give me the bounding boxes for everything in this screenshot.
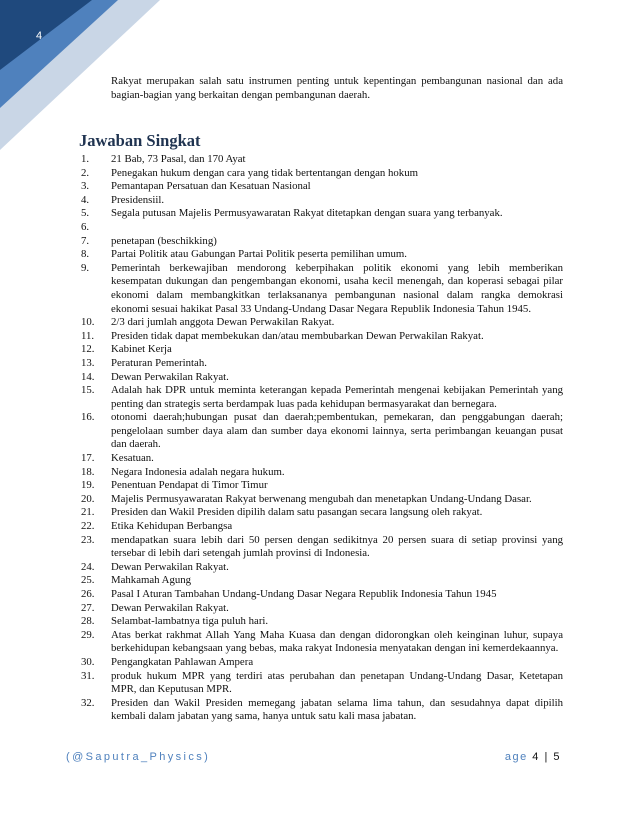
answer-item	[79, 221, 563, 235]
answer-text: Etika Kehidupan Berbangsa	[111, 520, 233, 533]
answer-text: Pemantapan Persatuan dan Kesatuan Nasional	[111, 180, 311, 193]
answer-number: 30.	[81, 655, 95, 668]
answer-item	[79, 248, 563, 262]
answer-item	[79, 235, 563, 249]
answer-number: 9.	[81, 261, 90, 274]
answer-text: Presidensiil.	[111, 193, 165, 206]
answer-text: 21 Bab, 73 Pasal, dan 170 Ayat	[111, 153, 246, 165]
answer-text: Selambat-lambatnya tiga puluh hari.	[111, 615, 269, 628]
answer-number: 11.	[81, 329, 95, 342]
answer-text: Kabinet Kerja	[111, 343, 172, 356]
answer-text: Kesatuan.	[111, 452, 154, 465]
answer-text: Atas berkat rakhmat Allah Yang Maha Kuasa dan dengan didorongkan oleh keinginan luhur, supaya berkehidupan kebangsaan yang bebas, maka rakyat Indonesia menyatakan dengan ini kemerdekaannya.	[111, 628, 563, 655]
answer-item	[79, 602, 563, 616]
answer-number: 10.	[81, 316, 95, 329]
answer-number: 5.	[81, 207, 90, 220]
answer-number: 2.	[81, 166, 90, 179]
answer-number: 15.	[81, 384, 95, 397]
answer-item	[79, 561, 563, 575]
answer-number: 1.	[81, 153, 90, 165]
footer-page-number: 4 | 5	[532, 751, 561, 763]
answer-text: Majelis Permusyawaratan Rakyat berwenang mengubah dan menetapkan Undang-Undang Dasar.	[111, 492, 532, 505]
answer-item	[79, 167, 563, 181]
answer-text	[111, 221, 563, 235]
answer-text: penetapan (beschikking)	[111, 234, 217, 247]
answer-number: 32.	[81, 696, 95, 709]
answer-text: 2/3 dari jumlah anggota Dewan Perwakilan Rakyat.	[111, 316, 335, 329]
answer-item	[79, 574, 563, 588]
answer-number: 23.	[81, 533, 95, 546]
answer-item	[79, 207, 563, 221]
answer-item	[79, 153, 563, 167]
answer-item	[79, 466, 563, 480]
answer-text: Presiden dan Wakil Presiden dipilih dalam satu pasangan secara langsung oleh rakyat.	[111, 506, 483, 519]
answer-item	[79, 371, 563, 385]
answer-text: Presiden tidak dapat membekukan dan/atau membubarkan Dewan Perwakilan Rakyat.	[111, 329, 484, 342]
answer-text: Dewan Perwakilan Rakyat.	[111, 370, 229, 383]
answer-number: 27.	[81, 601, 95, 614]
answer-item	[79, 452, 563, 466]
answer-number: 7.	[81, 234, 90, 247]
answer-text: Pemerintah berkewajiban mendorong keberpihakan politik ekonomi yang lebih memberikan kesempatan dukungan dan pengembangan ekonomi, usaha kecil menengah, dan koperasi sebagai pilar ekonomi dalam membangkitkan terlaksananya pembangunan nasional dalam rangka demokrasi ekonomi sesuai hakikat Pasal 33 Undang-Undang Dasar Negara Republik Indonesia Tahun 1945.	[111, 261, 563, 315]
answer-text: Negara Indonesia adalah negara hukum.	[111, 465, 285, 478]
answer-number: 6.	[81, 220, 90, 233]
answer-number: 8.	[81, 248, 90, 261]
answer-item	[79, 534, 563, 561]
answer-number: 28.	[81, 615, 95, 628]
answer-item	[79, 588, 563, 602]
answer-text: mendapatkan suara lebih dari 50 persen dengan sedikitnya 20 persen suara di setiap provinsi yang tersebar di lebih dari setengah jumlah provinsi di Indonesia.	[111, 533, 563, 560]
answer-number: 29.	[81, 628, 95, 641]
answer-item	[79, 670, 563, 697]
answer-item	[79, 330, 563, 344]
footer-page-prefix: age	[504, 751, 528, 763]
footer-page	[505, 751, 561, 763]
answer-text: Peraturan Pemerintah.	[111, 356, 207, 369]
answer-item	[79, 506, 563, 520]
answer-text: Adalah hak DPR untuk meminta keterangan kepada Pemerintah mengenai kebijakan Pemerintah yang penting dan strategis serta berdampak luas pada kehidupan bermasyarakat dan bernegara.	[111, 384, 563, 410]
answer-text: Segala putusan Majelis Permusyawaratan Rakyat ditetapkan dengan suara yang terbanyak.	[111, 207, 503, 220]
answer-item	[79, 615, 563, 629]
answer-number: 14.	[81, 370, 95, 383]
answer-item	[79, 180, 563, 194]
answer-item	[79, 316, 563, 330]
answer-number: 3.	[81, 180, 90, 193]
header-page-number: 4	[36, 30, 43, 42]
answer-number: 18.	[81, 465, 95, 478]
answer-text: Dewan Perwakilan Rakyat.	[111, 560, 229, 573]
answer-text: Mahkamah Agung	[111, 574, 192, 587]
answer-item	[79, 411, 563, 452]
answer-text: Pengangkatan Pahlawan Ampera	[111, 655, 254, 668]
answer-number: 12.	[81, 343, 95, 356]
answer-text: Penegakan hukum dengan cara yang tidak bertentangan dengan hokum	[111, 166, 419, 179]
footer-author: (@Saputra_Physics)	[66, 751, 211, 763]
intro-paragraph: Rakyat merupakan salah satu instrumen penting untuk kepentingan pembangunan nasional dan ada bagian-bagian yang berkaitan dengan pembangunan daerah.	[111, 75, 563, 101]
answer-item	[79, 194, 563, 208]
answer-number: 13.	[81, 356, 95, 369]
answer-number: 25.	[81, 574, 95, 587]
answer-list	[79, 153, 563, 724]
answer-text: Partai Politik atau Gabungan Partai Politik peserta pemilihan umum.	[111, 248, 407, 261]
answer-item	[79, 697, 563, 724]
answer-text: Pasal I Aturan Tambahan Undang-Undang Dasar Negara Republik Indonesia Tahun 1945	[111, 588, 497, 600]
answer-number: 22.	[81, 520, 95, 533]
answer-text: otonomi daerah;hubungan pusat dan daerah;pembentukan, pemekaran, dan penggabungan daerah; pengelolaan sumber daya alam dan sumber daya ekonomi lainnya, serta perimbangan keuangan pusat dan daerah.	[111, 411, 563, 451]
answer-number: 19.	[81, 479, 95, 492]
answer-text: Dewan Perwakilan Rakyat.	[111, 601, 229, 614]
answer-item	[79, 343, 563, 357]
answer-item	[79, 384, 563, 411]
answer-text: Presiden dan Wakil Presiden memegang jabatan selama lima tahun, dan sesudahnya dapat dipilih kembali dalam jabatan yang sama, hanya untuk satu kali masa jabatan.	[111, 696, 563, 723]
answer-number: 16.	[81, 411, 95, 424]
answer-number: 21.	[81, 506, 95, 519]
answer-item	[79, 656, 563, 670]
answer-text: produk hukum MPR yang terdiri atas perubahan dan penetapan Undang-Undang Dasar, Ketetapan MPR, dan Keputusan MPR.	[111, 669, 563, 696]
answer-number: 31.	[81, 669, 95, 682]
answer-item	[79, 520, 563, 534]
answer-item	[79, 262, 563, 316]
section-heading: Jawaban Singkat	[79, 131, 201, 150]
answer-text: Penentuan Pendapat di Timor Timur	[111, 479, 268, 492]
answer-number: 17.	[81, 452, 95, 465]
answer-number: 26.	[81, 588, 95, 600]
answer-number: 4.	[81, 193, 90, 206]
answer-item	[79, 493, 563, 507]
answer-item	[79, 479, 563, 493]
answer-number: 20.	[81, 492, 95, 505]
answer-item	[79, 357, 563, 371]
answer-number: 24.	[81, 560, 95, 573]
answer-item	[79, 629, 563, 656]
